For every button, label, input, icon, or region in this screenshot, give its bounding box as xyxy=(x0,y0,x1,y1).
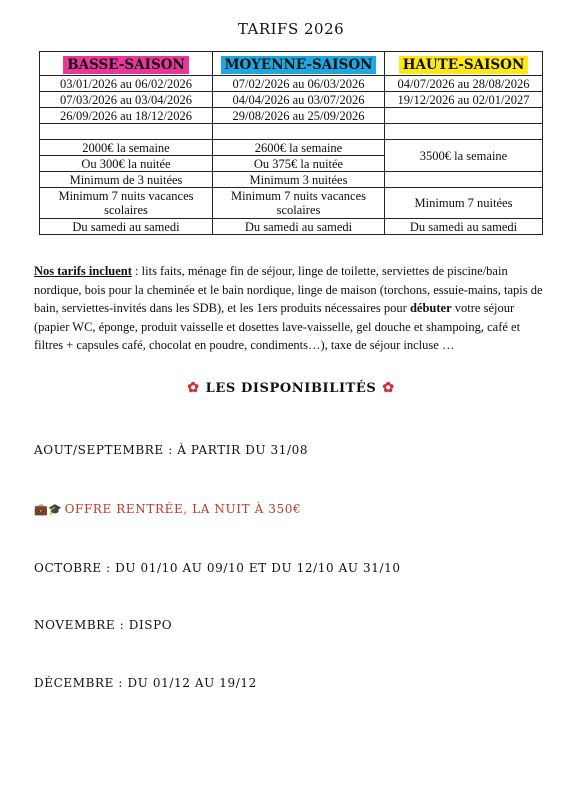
dispo-title-text: LES DISPONIBILITÉS xyxy=(205,381,377,396)
table-row-empty xyxy=(40,124,543,140)
table-cell xyxy=(385,124,543,140)
table-cell: Minimum 7 nuitées xyxy=(385,188,543,219)
table-cell xyxy=(385,108,543,124)
table-cell: 04/07/2026 au 28/08/2026 xyxy=(385,76,543,92)
table-row xyxy=(40,76,543,92)
include-label: Nos tarifs incluent xyxy=(34,264,132,278)
table-row xyxy=(40,219,543,235)
tarifs-include-paragraph xyxy=(34,262,544,355)
dispo-line-aout: AOUT/SEPTEMBRE : À PARTIR DU 31/08 xyxy=(34,443,309,457)
table-row xyxy=(40,92,543,108)
table-cell: 04/04/2026 au 03/07/2026 xyxy=(213,92,385,108)
briefcase-graduation-icon: 💼🎓 xyxy=(34,503,63,516)
table-cell: Minimum 7 nuits vacances scolaires xyxy=(213,188,385,219)
flower-icon: ✿ xyxy=(382,380,395,396)
flower-icon: ✿ xyxy=(187,380,200,396)
table-cell: Du samedi au samedi xyxy=(385,219,543,235)
dispo-line-octobre: OCTOBRE : DU 01/10 AU 09/10 ET DU 12/10 AU 31/10 xyxy=(34,561,401,575)
table-cell: Du samedi au samedi xyxy=(213,219,385,235)
table-cell xyxy=(40,124,213,140)
page-title: TARIFS 2026 xyxy=(237,20,345,38)
table-cell: Minimum 7 nuits vacances scolaires xyxy=(40,188,213,219)
price-night-basse: Ou 300€ la nuitée xyxy=(40,156,213,172)
table-cell: Minimum 3 nuitées xyxy=(213,172,385,188)
dispo-line-novembre: NOVEMBRE : DISPO xyxy=(34,618,173,632)
price-week-moyenne: 2600€ la semaine xyxy=(213,140,385,156)
include-text-bold: débuter xyxy=(409,301,452,315)
table-cell: 26/09/2026 au 18/12/2026 xyxy=(40,108,213,124)
table-row-prices xyxy=(40,140,543,156)
price-week-basse: 2000€ la semaine xyxy=(40,140,213,156)
table-cell: 19/12/2026 au 02/01/2027 xyxy=(385,92,543,108)
dispo-line-decembre: DÉCEMBRE : DU 01/12 AU 19/12 xyxy=(34,676,257,690)
table-cell: 07/02/2026 au 06/03/2026 xyxy=(213,76,385,92)
table-cell: 29/08/2026 au 25/09/2026 xyxy=(213,108,385,124)
table-cell: 07/03/2026 au 03/04/2026 xyxy=(40,92,213,108)
table-cell xyxy=(213,124,385,140)
price-night-moyenne: Ou 375€ la nuitée xyxy=(213,156,385,172)
price-week-haute: 3500€ la semaine xyxy=(385,140,543,172)
include-text-part2: votre séjour (papier WC, éponge, produit vaisselle et dosettes lave-vaisselle, gel douche et shampoing, café et filtres + capsules café, chocolat en poudre, condiments…), taxe de séjour incluse … xyxy=(34,301,521,352)
tarifs-table xyxy=(39,51,543,235)
table-row xyxy=(40,172,543,188)
table-cell: Minimum de 3 nuitées xyxy=(40,172,213,188)
table-cell xyxy=(385,172,543,188)
dispo-heading xyxy=(0,380,582,396)
include-text-part1: : lits faits, ménage fin de séjour, linge de toilette, serviettes de piscine/bain nordique, bois pour la cheminée et le bain nordique, linge de maison (torchons, essuie-mains, tapis de bain, serviettes-invités dans les SDB), et les 1ers produits nécessaires pour xyxy=(34,264,543,315)
table-row xyxy=(40,188,543,219)
header-basse-saison: BASSE-SAISON xyxy=(40,52,213,76)
table-header-row xyxy=(40,52,543,76)
dispo-line-offre xyxy=(34,502,301,516)
table-cell: Du samedi au samedi xyxy=(40,219,213,235)
header-haute-saison: HAUTE-SAISON xyxy=(385,52,543,76)
offre-text: OFFRE RENTRÉE, LA NUIT À 350€ xyxy=(64,502,302,516)
table-row xyxy=(40,108,543,124)
header-moyenne-saison: MOYENNE-SAISON xyxy=(213,52,385,76)
table-cell: 03/01/2026 au 06/02/2026 xyxy=(40,76,213,92)
